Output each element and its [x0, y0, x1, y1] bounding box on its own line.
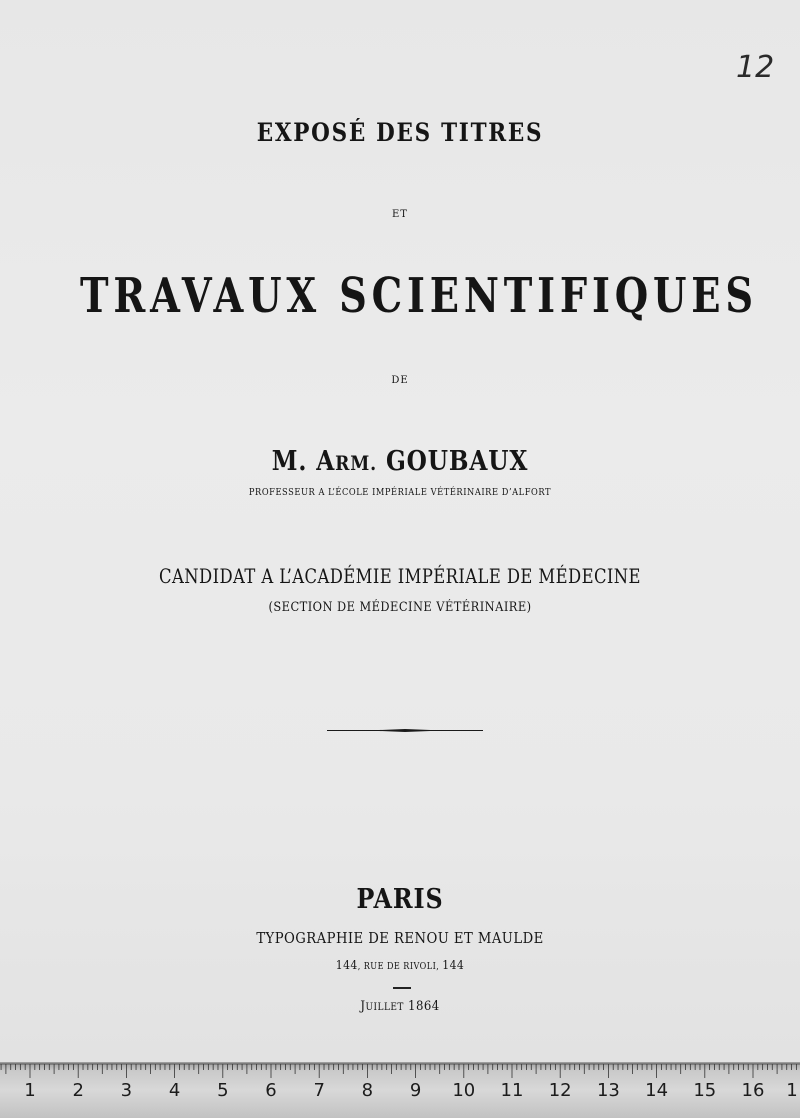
ruler-number: 12 — [548, 1080, 572, 1101]
imprint-printer: TYPOGRAPHIE DE RENOU ET MAULDE — [256, 929, 544, 947]
ruler-number: 3 — [120, 1080, 133, 1101]
ruler-number: 9 — [409, 1080, 422, 1101]
measuring-ruler — [0, 1062, 800, 1118]
date-initial: J — [360, 999, 366, 1014]
candidacy-line: CANDIDAT A L’ACADÉMIE IMPÉRIALE DE MÉDECINE — [159, 564, 641, 588]
author-name-abbr: RM. — [335, 451, 378, 475]
ruler-number: 13 — [596, 1080, 620, 1101]
author-position: PROFESSEUR A L’ÉCOLE IMPÉRIALE VÉTÉRINAIRE D’ALFORT — [248, 488, 552, 498]
address-street: , RUE DE RIVOLI, — [357, 962, 443, 972]
ruler-number: 6 — [265, 1080, 277, 1101]
title-conjunction: ET — [392, 209, 408, 220]
ornamental-rule — [327, 729, 483, 732]
date-month-rest: UILLET — [365, 1002, 404, 1013]
author-name-prefix: M. — [271, 446, 317, 477]
author-name-initial: A — [316, 446, 336, 477]
ruler-number: 7 — [313, 1080, 325, 1101]
ruler-number: 8 — [361, 1080, 374, 1101]
title-preposition: DE — [391, 375, 409, 386]
ruler-number: 2 — [72, 1080, 84, 1101]
address-number: 144 — [335, 958, 358, 972]
ruler-number: 1 — [786, 1080, 798, 1101]
address-number-2: 144 — [442, 958, 465, 972]
ruler-number: 5 — [217, 1080, 229, 1101]
author-surname: GOUBAUX — [377, 446, 529, 477]
ruler-number: 15 — [693, 1080, 717, 1101]
candidacy-section: (SECTION DE MÉDECINE VÉTÉRINAIRE) — [268, 600, 532, 615]
title-line-2: TRAVAUX SCIENTIFIQUES — [80, 268, 758, 324]
handwritten-page-number: 12 — [736, 50, 775, 85]
imprint-date — [40, 999, 760, 1014]
short-divider — [393, 987, 411, 989]
ruler-number: 4 — [168, 1080, 181, 1101]
ruler-number: 14 — [645, 1080, 669, 1101]
ruler-number: 10 — [452, 1080, 476, 1101]
title-line-1: EXPOSÉ DES TITRES — [256, 118, 544, 147]
date-year: 1864 — [403, 999, 440, 1014]
ruler-number: 16 — [741, 1080, 765, 1101]
ruler-number: 1 — [24, 1080, 36, 1101]
imprint-city: PARIS — [356, 884, 444, 915]
author-name — [56, 446, 744, 477]
ruler-number: 11 — [500, 1080, 524, 1101]
imprint-address — [40, 958, 760, 972]
